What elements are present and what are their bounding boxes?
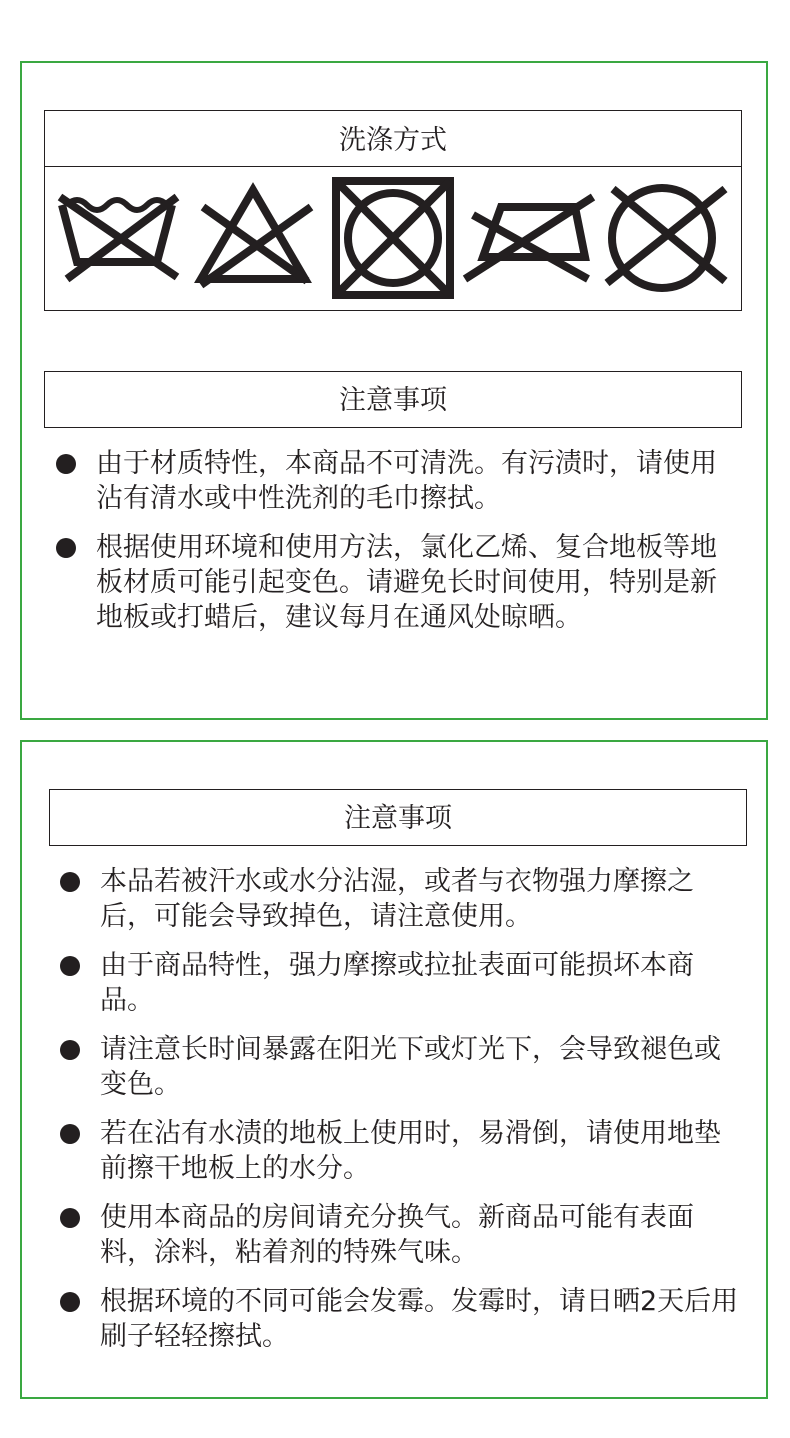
list-item: 使用本商品的房间请充分换气。新商品可能有表面料，涂料，粘着剂的特殊气味。	[54, 1200, 744, 1270]
list-item: 若在沾有水渍的地板上使用时，易滑倒，请使用地垫前擦干地板上的水分。	[54, 1116, 744, 1186]
wash-method-box	[44, 110, 742, 311]
list-item: 根据使用环境和使用方法，氯化乙烯、复合地板等地板材质可能引起变色。请避免长时间使用，特别是新地板或打蜡后，建议每月在通风处晾晒。	[50, 530, 740, 635]
bullet-icon	[60, 1124, 80, 1144]
do-not-dry-clean-icon	[607, 188, 725, 288]
do-not-bleach-icon	[201, 190, 311, 285]
notice-title: 注意事项	[339, 385, 447, 416]
care-symbols-row	[45, 166, 741, 310]
notice-title: 注意事项	[344, 803, 452, 834]
list-item: 本品若被汗水或水分沾湿，或者与衣物强力摩擦之后，可能会导致掉色，请注意使用。	[54, 864, 744, 934]
do-not-wash-icon	[60, 197, 177, 279]
bullet-icon	[60, 872, 80, 892]
bullet-icon	[60, 1292, 80, 1312]
bullet-icon	[60, 1040, 80, 1060]
bullet-icon	[60, 956, 80, 976]
list-item: 请注意长时间暴露在阳光下或灯光下，会导致褪色或变色。	[54, 1032, 744, 1102]
bullet-icon	[56, 538, 76, 558]
bullet-icon	[56, 454, 76, 474]
bullet-icon	[60, 1208, 80, 1228]
notice-list	[50, 446, 740, 649]
precautions-panel	[20, 740, 768, 1399]
notice-header-box	[44, 371, 742, 428]
care-instructions-panel	[20, 61, 768, 720]
list-item: 由于材质特性，本商品不可清洗。有污渍时，请使用沾有清水或中性洗剂的毛巾擦拭。	[50, 446, 740, 516]
notice-list	[54, 864, 744, 1368]
do-not-tumble-dry-icon	[336, 181, 450, 295]
wash-method-title: 洗涤方式	[339, 125, 447, 156]
list-item: 根据环境的不同可能会发霉。发霉时，请日晒2天后用刷子轻轻擦拭。	[54, 1284, 744, 1354]
do-not-iron-icon	[465, 197, 593, 279]
notice-header-box	[49, 789, 747, 846]
list-item: 由于商品特性，强力摩擦或拉扯表面可能损坏本商品。	[54, 948, 744, 1018]
